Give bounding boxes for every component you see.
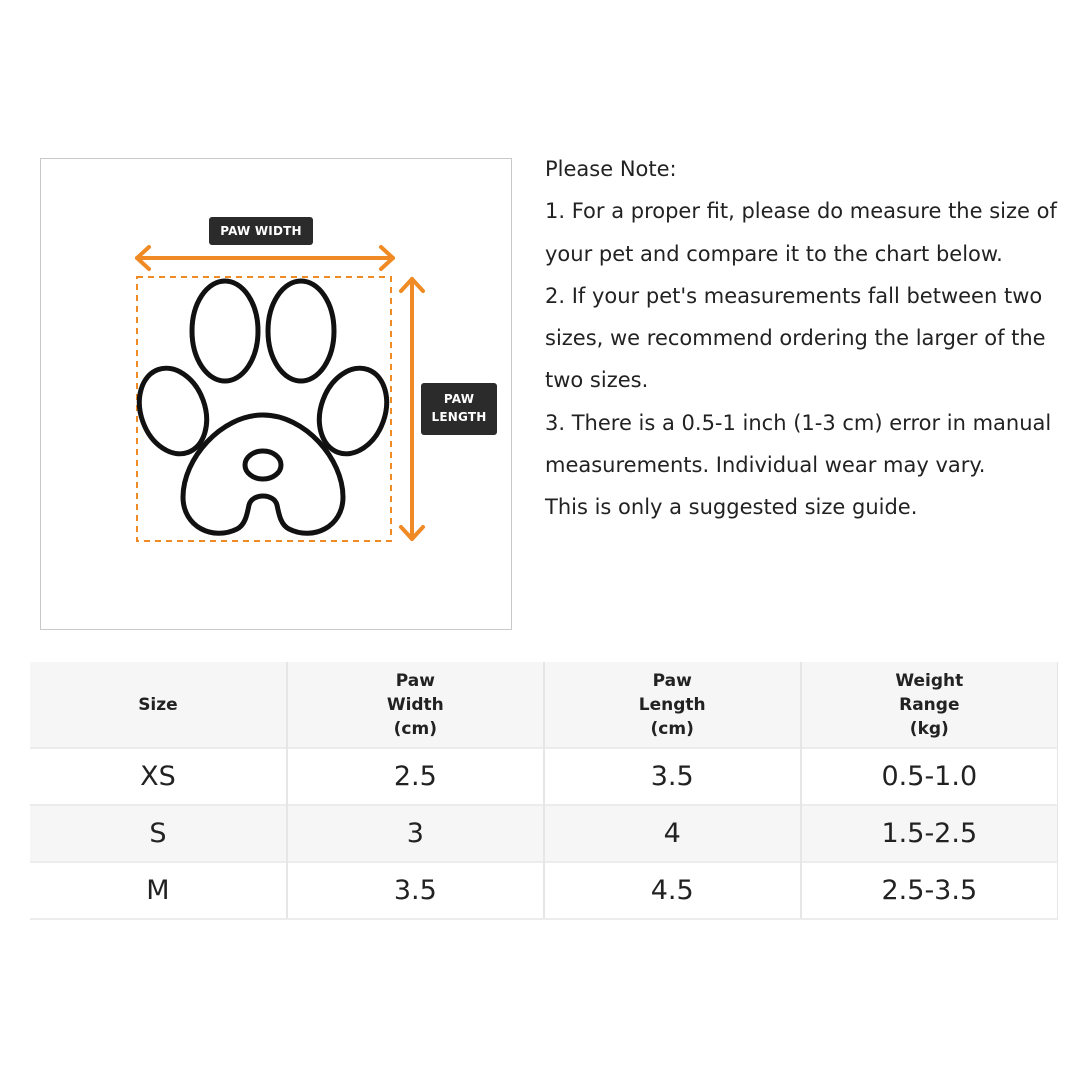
header-paw-length-line3: (cm) bbox=[650, 718, 694, 739]
header-size-label: Size bbox=[138, 694, 178, 715]
cell-paw-length: 3.5 bbox=[544, 748, 801, 805]
header-paw-width-line2: Width bbox=[386, 694, 444, 715]
cell-size: XS bbox=[30, 748, 287, 805]
cell-weight-range: 2.5-3.5 bbox=[801, 862, 1058, 919]
please-note-section bbox=[545, 148, 1070, 529]
cell-paw-width: 2.5 bbox=[287, 748, 544, 805]
paw-length-arrow bbox=[401, 279, 423, 539]
header-paw-width-line1: Paw bbox=[395, 670, 435, 691]
note-item-1: 1. For a proper fit, please do measure the size of your pet and compare it to the chart below. bbox=[545, 199, 1057, 266]
header-weight-range-line3: (kg) bbox=[909, 718, 949, 739]
cell-size: M bbox=[30, 862, 287, 919]
table-row bbox=[30, 862, 1058, 919]
paw-length-label bbox=[421, 383, 497, 435]
header-paw-width bbox=[287, 662, 544, 748]
paw-length-label-line1: PAW bbox=[443, 392, 475, 406]
header-paw-length-line1: Paw bbox=[652, 670, 692, 691]
cell-weight-range: 1.5-2.5 bbox=[801, 805, 1058, 862]
paw-print-icon bbox=[128, 281, 398, 533]
table-row bbox=[30, 748, 1058, 805]
paw-length-label-line2: LENGTH bbox=[431, 410, 487, 424]
cell-weight-range: 0.5-1.0 bbox=[801, 748, 1058, 805]
paw-measurement-diagram bbox=[40, 158, 512, 630]
header-weight-range-line2: Range bbox=[899, 694, 960, 715]
header-paw-length-line2: Length bbox=[638, 694, 706, 715]
table-header-row bbox=[30, 662, 1058, 748]
paw-width-arrow bbox=[137, 247, 393, 269]
note-item-3: 3. There is a 0.5-1 inch (1-3 cm) error in manual measurements. Individual wear may vary. bbox=[545, 410, 1052, 478]
cell-size: S bbox=[30, 805, 287, 862]
cell-paw-length: 4.5 bbox=[544, 862, 801, 919]
cell-paw-length: 4 bbox=[544, 805, 801, 862]
table-row bbox=[30, 805, 1058, 862]
header-weight-range-line1: Weight bbox=[895, 670, 964, 691]
note-footer: This is only a suggested size guide. bbox=[545, 495, 918, 520]
header-paw-length bbox=[544, 662, 801, 748]
paw-width-label: PAW WIDTH bbox=[209, 217, 313, 245]
header-paw-width-line3: (cm) bbox=[393, 718, 437, 739]
note-heading: Please Note: bbox=[545, 157, 677, 181]
header-size bbox=[30, 662, 287, 748]
size-chart-table bbox=[30, 662, 1058, 920]
header-weight-range bbox=[801, 662, 1058, 748]
cell-paw-width: 3 bbox=[287, 805, 544, 862]
cell-paw-width: 3.5 bbox=[287, 862, 544, 919]
note-item-2: 2. If your pet's measurements fall between two sizes, we recommend ordering the larger of the two sizes. bbox=[545, 283, 1046, 393]
